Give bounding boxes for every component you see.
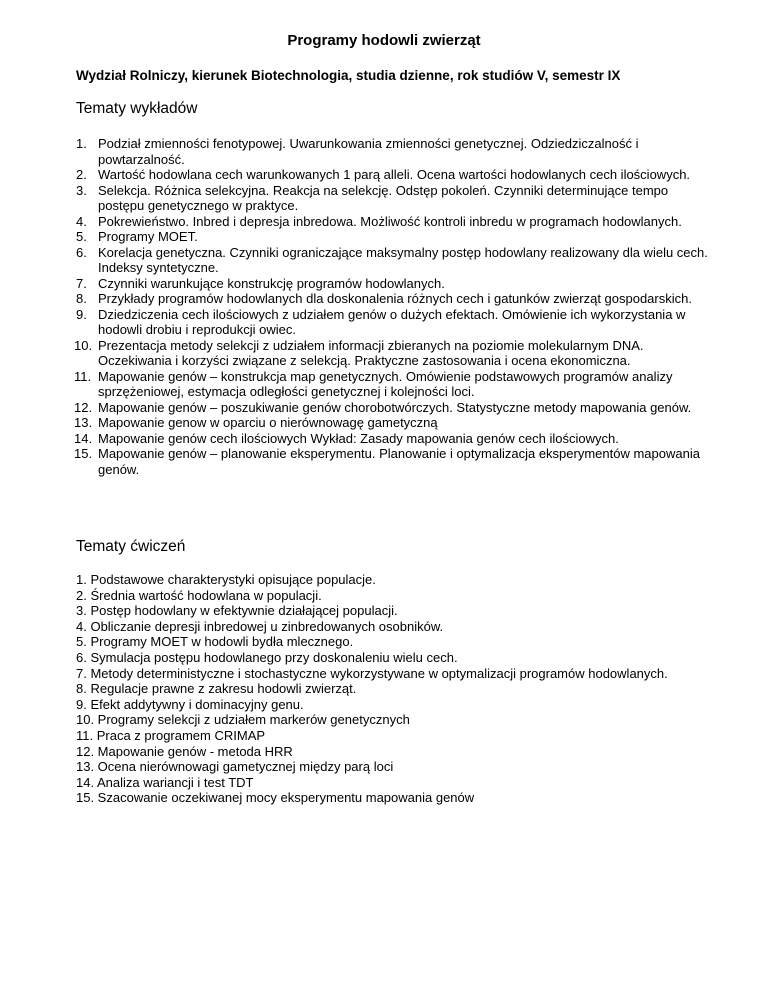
exercise-item: 8. Regulacje prawne z zakresu hodowli zwierząt. xyxy=(76,681,357,697)
lecture-item xyxy=(76,307,716,338)
exercise-item: 3. Postęp hodowlany w efektywnie działającej populacji. xyxy=(76,603,398,619)
lectures-heading: Tematy wykładów xyxy=(76,100,198,117)
lecture-item xyxy=(76,136,716,167)
lecture-text: Podział zmienności fenotypowej. Uwarunkowania zmienności genetycznej. Odziedziczalność i powtarzalność. xyxy=(98,136,639,167)
exercise-item: 11. Praca z programem CRIMAP xyxy=(76,727,266,743)
lecture-text: Selekcja. Różnica selekcyjna. Reakcja na selekcję. Odstęp pokoleń. Czynniki determinujące tempo postępu genetycznego w praktyce. xyxy=(98,182,669,213)
lecture-number: 7. xyxy=(76,275,87,291)
lecture-number: 11. xyxy=(74,368,92,384)
lecture-item xyxy=(76,431,716,447)
lecture-number: 10. xyxy=(74,337,93,353)
exercise-item: 1. Podstawowe charakterystyki opisujące populacje. xyxy=(76,572,376,587)
lecture-text: Mapowanie genów – poszukiwanie genów chorobotwórczych. Statystyczne metody mapowania genów. xyxy=(98,399,692,415)
lecture-number: 1. xyxy=(76,136,87,151)
exercise-item: 9. Efekt addytywny i dominacyjny genu. xyxy=(76,696,304,712)
lecture-item xyxy=(76,276,716,292)
exercise-item: 12. Mapowanie genów - metoda HRR xyxy=(76,743,293,759)
course-subtitle: Wydział Rolniczy, kierunek Biotechnologia, studia dzienne, rok studiów V, semestr IX xyxy=(76,68,621,83)
lecture-number: 3. xyxy=(76,182,87,198)
lecture-item xyxy=(76,338,716,369)
exercise-item: 5. Programy MOET w hodowli bydła mlecznego. xyxy=(76,634,354,650)
lecture-text: Wartość hodowlana cech warunkowanych 1 parą alleli. Ocena wartości hodowlanych cech ilościowych. xyxy=(98,167,691,182)
lecture-item xyxy=(76,167,716,183)
lecture-text: Czynniki warunkujące konstrukcję programów hodowlanych. xyxy=(98,275,445,291)
lecture-item xyxy=(76,369,716,400)
lecture-text: Dziedziczenia cech ilościowych z udziałem genów o dużych efektach. Omówienie ich wykorzystania w hodowli drobiu i reprodukcji owiec. xyxy=(98,306,686,337)
lecture-item xyxy=(76,183,716,214)
lecture-number: 8. xyxy=(76,291,87,306)
lecture-item xyxy=(76,446,716,477)
lecture-number: 5. xyxy=(76,229,87,244)
lecture-item xyxy=(76,229,716,245)
exercise-item: 13. Ocena nierównowagi gametycznej między parą loci xyxy=(76,759,394,775)
exercise-item: 10. Programy selekcji z udziałem markerów genetycznych xyxy=(76,712,410,728)
exercise-item: 14. Analiza wariancji i test TDT xyxy=(76,774,254,790)
lecture-number: 15. xyxy=(74,446,93,461)
lecture-item xyxy=(76,245,716,276)
lecture-item xyxy=(76,291,716,307)
lecture-text: Mapowanie genów – konstrukcja map genetycznych. Omówienie podstawowych programów analizy sprzężeniowej, estymacja odległości genetycznej i kolejności loci. xyxy=(98,368,673,399)
lecture-item xyxy=(76,214,716,230)
exercise-item: 15. Szacowanie oczekiwanej mocy eksperymentu mapowania genów xyxy=(76,790,475,806)
lecture-number: 13. xyxy=(74,415,93,430)
lecture-number: 9. xyxy=(76,306,87,322)
lecture-text: Mapowanie genow w oparciu o nierównowagę gametyczną xyxy=(98,415,438,430)
lecture-item xyxy=(76,400,716,416)
lecture-number: 6. xyxy=(76,244,87,260)
lecture-text: Przykłady programów hodowlanych dla doskonalenia różnych cech i gatunków zwierząt gospodarskich. xyxy=(98,291,692,306)
lecture-text: Pokrewieństwo. Inbred i depresja inbredowa. Możliwość kontroli inbredu w programach hodowlanych. xyxy=(98,213,682,229)
lecture-text: Programy MOET. xyxy=(98,229,198,244)
lectures-list xyxy=(76,136,716,477)
exercise-item: 7. Metody deterministyczne i stochastyczne wykorzystywane w optymalizacji programów hodowlanych. xyxy=(76,665,668,681)
exercise-item: 6. Symulacja postępu hodowlanego przy doskonaleniu wielu cech. xyxy=(76,649,458,665)
lecture-text: Mapowanie genów – planowanie eksperymentu. Planowanie i optymalizacja eksperymentów mapowania genów. xyxy=(98,446,700,477)
lecture-number: 2. xyxy=(76,167,87,182)
lecture-number: 12. xyxy=(74,399,93,415)
lecture-text: Prezentacja metody selekcji z udziałem informacji zbieranych na poziomie molekularnym DNA. Oczekiwania i korzyści związane z selekcją. Praktyczne zastosowania i ocena ekonomiczna. xyxy=(98,337,644,368)
exercises-heading: Tematy ćwiczeń xyxy=(76,538,186,555)
lecture-item xyxy=(76,415,716,431)
exercise-item: 2. Średnia wartość hodowlana w populacji. xyxy=(76,587,322,603)
lecture-number: 14. xyxy=(74,430,93,446)
lecture-number: 4. xyxy=(76,213,87,229)
lecture-text: Korelacja genetyczna. Czynniki ograniczające maksymalny postęp hodowlany realizowany dla wielu cech. Indeksy syntetyczne. xyxy=(98,244,708,275)
page-title: Programy hodowli zwierząt xyxy=(287,32,481,49)
exercises-list xyxy=(76,572,736,806)
lecture-text: Mapowanie genów cech ilościowych Wykład: Zasady mapowania genów cech ilościowych. xyxy=(98,430,619,446)
exercise-item: 4. Obliczanie depresji inbredowej u zinbredowanych osobników. xyxy=(76,618,444,634)
